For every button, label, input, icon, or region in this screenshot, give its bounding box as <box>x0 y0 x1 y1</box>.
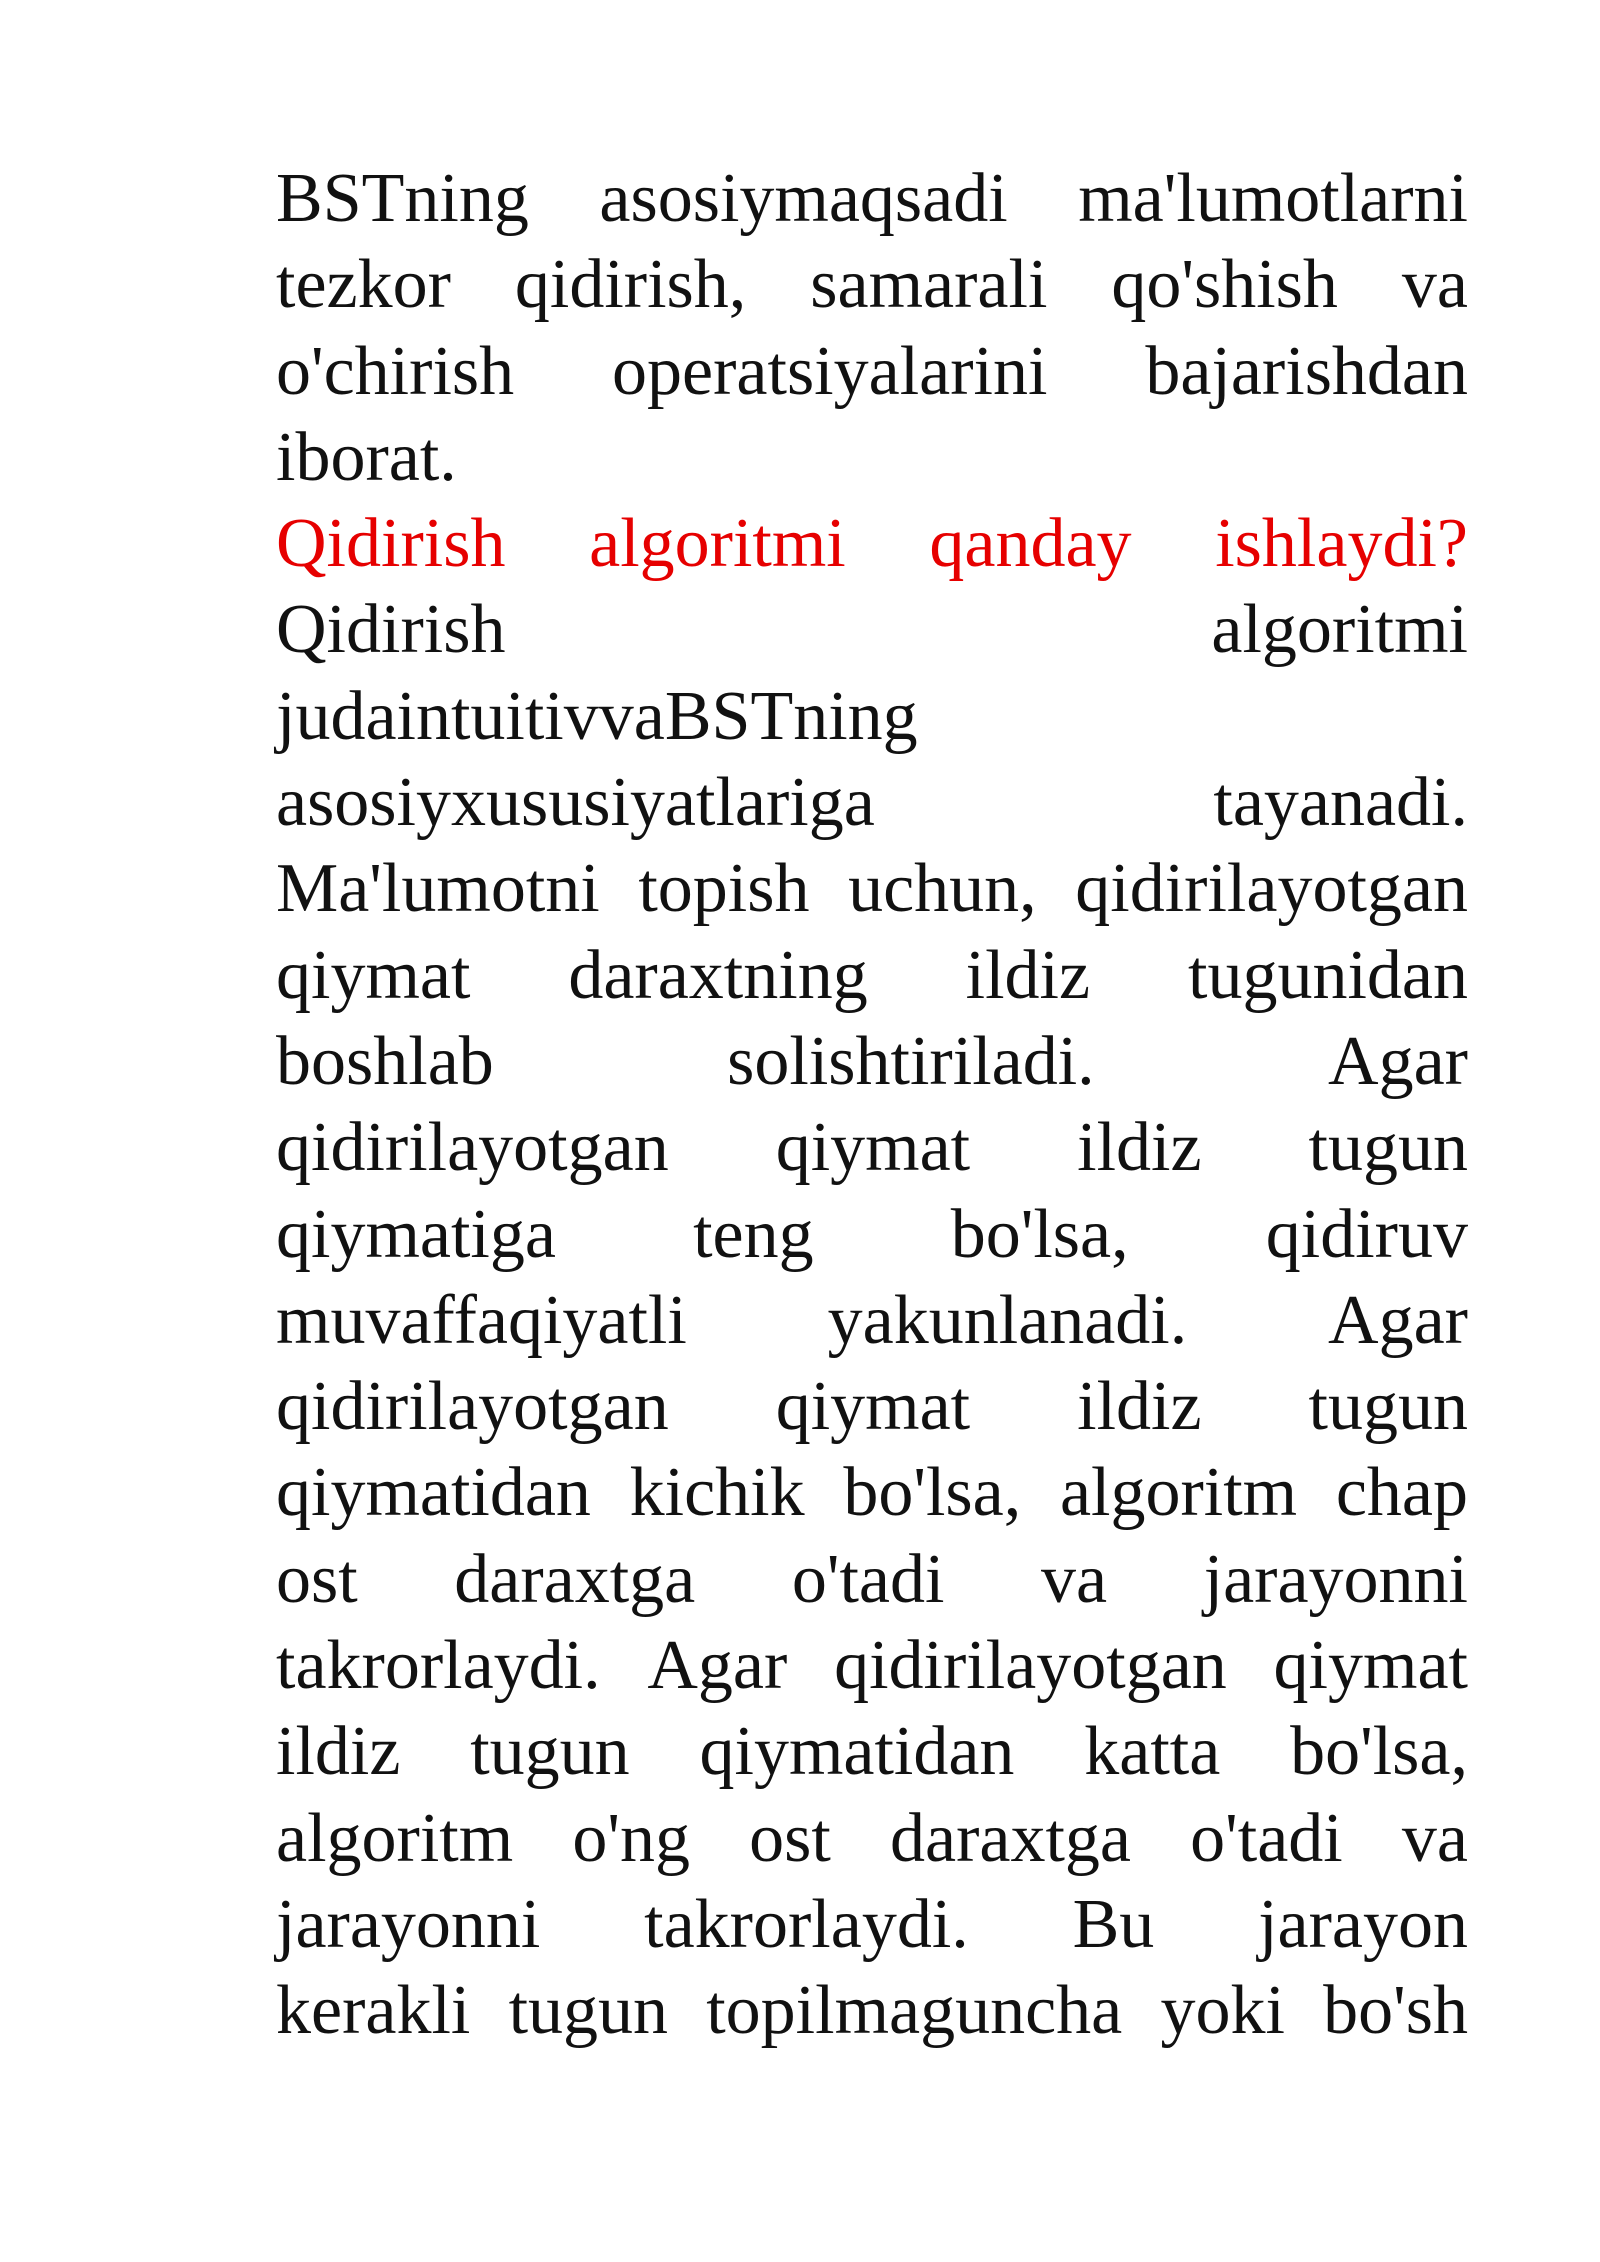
word: Bu <box>1072 1885 1155 1963</box>
word: kichik <box>629 1454 805 1532</box>
word: asosiymaqsadi <box>599 160 1008 237</box>
word: solishtiriladi. <box>727 1022 1095 1100</box>
word: qiymat <box>276 936 471 1014</box>
word: takrorlaydi. <box>644 1885 969 1963</box>
word: qiymatiga <box>276 1195 556 1273</box>
word: ildiz <box>965 936 1091 1014</box>
word: tugun <box>470 1713 630 1791</box>
word: qidirish, <box>514 246 747 324</box>
word: ost <box>276 1540 358 1618</box>
word: uchun, <box>848 850 1037 928</box>
word: yoki <box>1160 1972 1285 2050</box>
heading-word: ishlaydi? <box>1215 505 1468 583</box>
word: o'chirish <box>276 332 515 410</box>
word: topish <box>638 850 810 928</box>
paragraph-2-line-5 <box>276 933 1468 1019</box>
paragraph-2-line-16 <box>276 1882 1468 1968</box>
word: va <box>1401 1799 1468 1877</box>
word: daraxtga <box>454 1540 696 1618</box>
paragraph-2-line-6 <box>276 1019 1468 1105</box>
word: qidiruv <box>1265 1195 1468 1273</box>
paragraph-2-line-4 <box>276 846 1468 932</box>
paragraph-2-line-1 <box>276 587 1468 673</box>
word: Agar <box>647 1627 788 1705</box>
word: qidirilayotgan <box>1075 850 1468 928</box>
paragraph-2-line-8 <box>276 1192 1468 1278</box>
paragraph-1-line-2 <box>276 242 1468 328</box>
word: takrorlaydi. <box>276 1627 601 1705</box>
word: jarayon <box>1258 1885 1468 1963</box>
paragraph-2-line-15 <box>276 1796 1468 1882</box>
paragraph-2-line-17 <box>276 1968 1468 2054</box>
paragraph-2-line-7 <box>276 1105 1468 1191</box>
paragraph-1-line-4 <box>276 415 1468 501</box>
word: algoritmi <box>1211 591 1468 669</box>
word: topilmaguncha <box>706 1972 1123 2050</box>
word: ildiz <box>1077 1368 1202 1446</box>
heading-word: algoritmi <box>589 505 846 583</box>
word: va <box>1040 1540 1108 1618</box>
word: tayanadi. <box>1213 764 1468 842</box>
word: muvaffaqiyatli <box>276 1281 687 1359</box>
paragraph-2-line-14 <box>276 1709 1468 1795</box>
word: bajarishdan <box>1145 332 1468 410</box>
word: o'tadi <box>791 1540 945 1618</box>
word: qo'shish <box>1111 246 1338 324</box>
word: asosiyxususiyatlariga <box>276 764 875 842</box>
word: ma'lumotlarni <box>1078 160 1468 237</box>
word: chap <box>1335 1454 1468 1532</box>
word: jarayonni <box>1203 1540 1468 1618</box>
word: Agar <box>1328 1281 1468 1359</box>
word: daraxtga <box>890 1799 1131 1877</box>
word: tugun <box>1308 1109 1468 1187</box>
word: katta <box>1084 1713 1221 1791</box>
word: tugun <box>1308 1368 1468 1446</box>
word: bo'lsa, <box>1290 1713 1468 1791</box>
word: o'ng <box>572 1799 690 1877</box>
paragraph-1-line-3 <box>276 329 1468 415</box>
word: Agar <box>1328 1022 1468 1100</box>
heading-word: Qidirish <box>276 505 506 583</box>
paragraph-2-line-11 <box>276 1450 1468 1536</box>
word: qiymatidan <box>699 1713 1015 1791</box>
word: ildiz <box>276 1713 401 1791</box>
word: daraxtning <box>568 936 868 1014</box>
paragraph-2-line-2 <box>276 674 1468 760</box>
word: samarali <box>810 246 1048 324</box>
paragraph-2-line-13 <box>276 1623 1468 1709</box>
word: teng <box>693 1195 814 1273</box>
paragraph-2-line-10 <box>276 1364 1468 1450</box>
word: ost <box>749 1799 831 1877</box>
word: bo'lsa, <box>843 1454 1022 1532</box>
word: iborat. <box>276 418 457 496</box>
word: qidirilayotgan <box>276 1368 669 1446</box>
word: algoritm <box>276 1799 514 1877</box>
section-heading <box>276 501 1468 587</box>
word: Ma'lumotni <box>276 850 600 928</box>
word: jarayonni <box>276 1885 541 1963</box>
word: qiymat <box>775 1109 971 1187</box>
word: o'tadi <box>1190 1799 1343 1877</box>
paragraph-1-line-1 <box>276 156 1468 242</box>
body-text <box>276 156 1468 2055</box>
paragraph-2-line-12 <box>276 1537 1468 1623</box>
word: qiymatidan <box>276 1454 591 1532</box>
paragraph-2-line-3 <box>276 760 1468 846</box>
word: ildiz <box>1077 1109 1202 1187</box>
word: kerakli <box>276 1972 471 2050</box>
word: qidirilayotgan <box>276 1109 669 1187</box>
word: qiymat <box>1273 1627 1468 1705</box>
word: BSTning <box>276 160 529 237</box>
word: qidirilayotgan <box>834 1627 1227 1705</box>
word: operatsiyalarini <box>612 332 1048 410</box>
heading-word: qanday <box>929 505 1132 583</box>
paragraph-2-line-9 <box>276 1278 1468 1364</box>
word: bo'sh <box>1323 1972 1468 2050</box>
word: yakunlanadi. <box>827 1281 1188 1359</box>
word: judaintuitivvaBSTning <box>276 677 918 755</box>
word: tugunidan <box>1188 936 1468 1014</box>
word: bo'lsa, <box>950 1195 1129 1273</box>
word: algoritm <box>1059 1454 1298 1532</box>
word: tugun <box>508 1972 669 2050</box>
word: qiymat <box>775 1368 971 1446</box>
word: tezkor <box>276 246 451 324</box>
word: boshlab <box>276 1022 494 1100</box>
word: Qidirish <box>276 591 506 669</box>
word: va <box>1401 246 1468 324</box>
